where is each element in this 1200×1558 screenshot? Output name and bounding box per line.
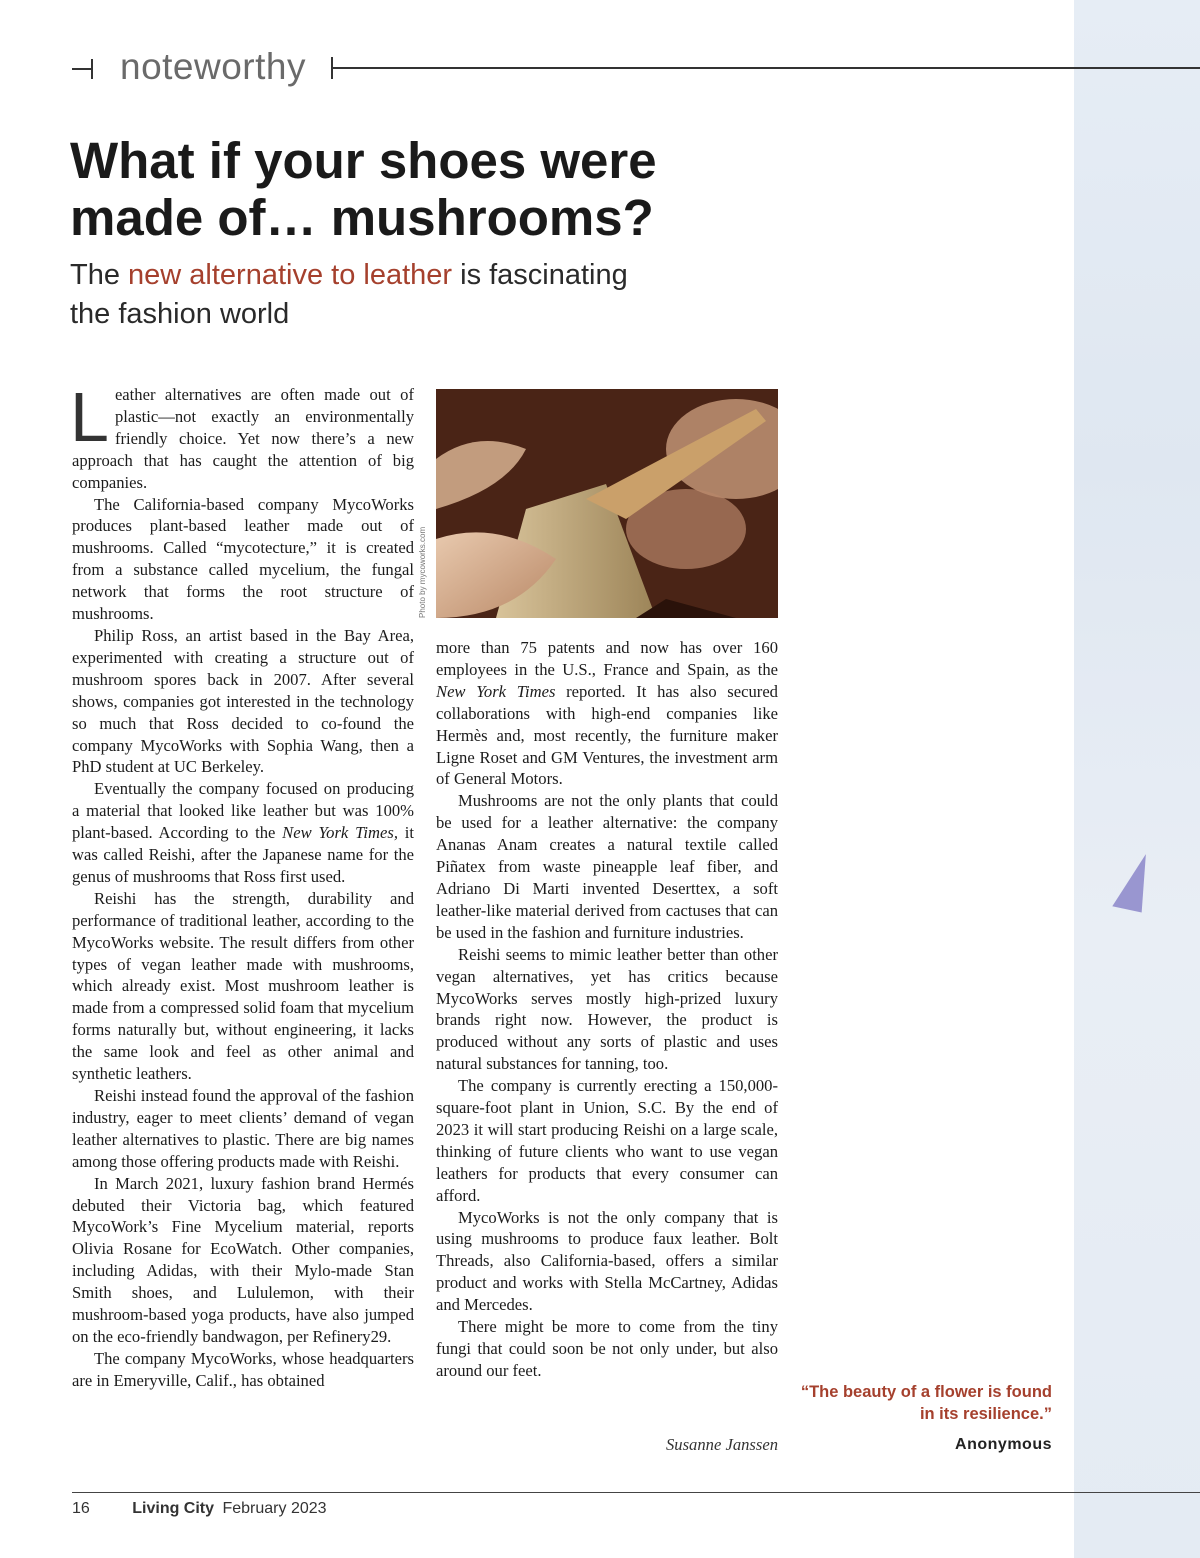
article-paragraph: [436, 1075, 778, 1206]
section-label: noteworthy: [120, 46, 306, 87]
paragraph-text: Reishi instead found the approval of the fashion industry, eager to meet clients’ demand of vegan leather alternatives to plastic. There are big names among those offering products made with Reishi.: [72, 1086, 414, 1171]
article-paragraph: [436, 944, 778, 1075]
paragraph-text: Reishi seems to mimic leather better than other vegan alternatives, yet has critics because MycoWorks serves mostly high-prized luxury brands right now. However, the product is produced without any sorts of plastic and uses natural substances for tanning, too.: [436, 944, 778, 1074]
article-paragraph: [436, 637, 778, 790]
paragraph-text: Mushrooms are not the only plants that could be used for a leather alternative: the company Ananas Anam creates a natural textile called Piñatex from waste pineapple leaf fiber, and Adriano Di Marti invented Deserttex, a soft leather-like material derived from cactuses that can be used in the fashion and furniture industries.: [436, 791, 778, 942]
article-paragraph: [72, 625, 414, 778]
quote-author: Anonymous: [955, 1436, 1052, 1453]
publication-title: New York Times,: [282, 823, 398, 843]
header-tick: [72, 68, 92, 70]
pull-quote: “The beauty of a flower is found in its resilience.”: [800, 1383, 1052, 1423]
decorative-side-strip: [1074, 0, 1200, 1558]
article-paragraph: [72, 1173, 414, 1348]
photo-credit: Photo by mycoworks.com: [418, 526, 427, 618]
magazine-name: Living City: [132, 1500, 215, 1517]
article-paragraph: [436, 1316, 778, 1382]
article-photo: [436, 389, 778, 618]
article-paragraph: [72, 494, 414, 625]
article-column-2: [436, 637, 778, 1382]
article-paragraph: [72, 1085, 414, 1173]
paragraph-text: In March 2021, luxury fashion brand Hermés debuted their Victoria bag, which featured MycoWork’s Fine Mycelium material, reports Olivia Rosane for EcoWatch. Other companies, including Adidas, with their Mylo-made Stan Smith shoes, and Lululemon, with their mushroom-based yoga products, have also jumped on the eco-friendly bandwagon, per Refinery29.: [72, 1173, 414, 1346]
paragraph-text: eather alternatives are often made out of plastic—not exactly an environmentally friendly choice. Yet now there’s a new approach that has caught the attention of big companies.: [72, 385, 414, 492]
article-deck: [70, 256, 630, 334]
article-paragraph: [72, 1348, 414, 1392]
article-paragraph: [70, 378, 414, 494]
drop-cap: L: [70, 378, 109, 456]
paragraph-text: MycoWorks is not the only company that is using mushrooms to produce faux leather. Bolt Threads, also California-based, offers a similar product and works with Stella McCartney, Adidas and Mercedes.: [436, 1207, 778, 1315]
article-paragraph: [436, 790, 778, 943]
paragraph-text: more than 75 patents and now has over 160 employees in the U.S., France and Spain, as the: [436, 638, 778, 679]
article-byline: Susanne Janssen: [666, 1435, 778, 1454]
deck-text: is fascinating the fashion world: [70, 259, 628, 330]
issue-date: February 2023: [222, 1500, 327, 1517]
paragraph-text: Philip Ross, an artist based in the Bay Area, experimented with creating a structure out of mushroom spores back in 2007. After several shows, companies got interested in the technology so much that Ross decided to co-found the company MycoWorks with Sophia Wang, then a PhD student at UC Berkeley.: [72, 625, 414, 777]
paragraph-text: reported. It has also secured collaborations with high-end companies like Hermès and, most recently, the furniture maker Ligne Roset and GM Ventures, the investment arm of General Motors.: [436, 681, 778, 789]
article-paragraph: [72, 778, 414, 888]
page-number: 16: [72, 1500, 90, 1517]
article-paragraph: [72, 888, 414, 1085]
paragraph-text: The company MycoWorks, whose headquarters are in Emeryville, Calif., has obtained: [72, 1348, 414, 1390]
article-paragraph: [436, 1207, 778, 1317]
paragraph-text: The company is currently erecting a 150,000-square-foot plant in Union, S.C. By the end of 2023 it will start producing Reishi on a large scale, thinking of future clients who want to use vegan leathers for products that every consumer can afford.: [436, 1076, 778, 1205]
photo-illustration: [436, 389, 778, 618]
publication-title: New York Times: [436, 681, 556, 701]
page-footer: [72, 1500, 327, 1518]
paragraph-text: it was called Reishi, after the Japanese name for the genus of mushrooms that Ross first used.: [72, 823, 414, 886]
header-rule: [332, 67, 1200, 69]
article-column-1: [70, 378, 414, 1392]
paragraph-text: The California-based company MycoWorks produces plant-based leather made out of mushrooms. Called “mycotecture,” it is created from a substance called mycelium, the fungal network that forms the root structure of mushrooms.: [72, 494, 414, 624]
footer-rule: [72, 1492, 1200, 1493]
article-headline: What if your shoes were made of… mushrooms?: [70, 132, 657, 246]
paragraph-text: Eventually the company focused on producing a material that looked like leather but was 100% plant-based. According to the: [72, 779, 414, 843]
deck-accent: new alternative to leather: [128, 259, 453, 291]
header-tick: [91, 59, 93, 79]
section-header: [72, 44, 1200, 92]
deck-text: The: [70, 259, 129, 291]
paragraph-text: Reishi has the strength, durability and performance of traditional leather, according to the MycoWorks website. The result differs from other types of vegan leather made with mushrooms, which already exist. Most mushroom leather is made from a compressed solid foam that mycelium forms naturally but, without engineering, it lacks the same look and feel as other animal and synthetic leathers.: [72, 888, 414, 1084]
paragraph-text: There might be more to come from the tiny fungi that could soon be not only under, but also around our feet.: [436, 1317, 778, 1380]
